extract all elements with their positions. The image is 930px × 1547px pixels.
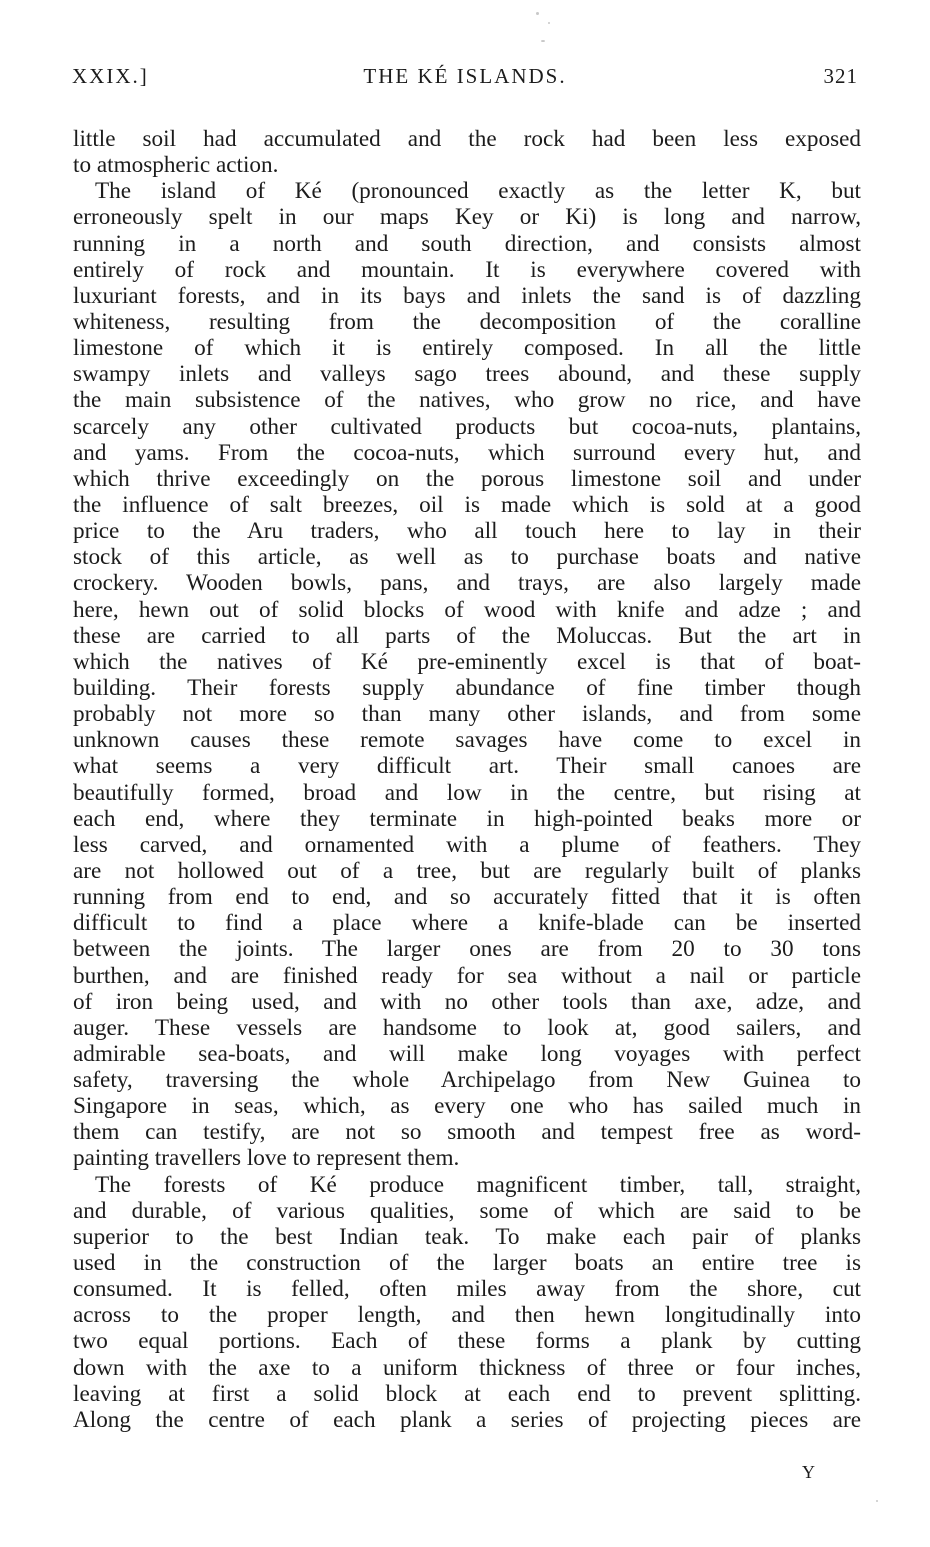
text-line: admirable sea-boats, and will make long voyages with perfect (73, 1040, 861, 1067)
text-line: painting travellers love to represent them. (73, 1145, 460, 1172)
text-line: probably not more so than many other islands, and from some (73, 701, 861, 728)
text-line: stock of this article, as well as to purchase boats and native (73, 544, 861, 571)
text-line: running from end to end, and so accurately fitted that it is often (73, 884, 861, 911)
text-line: here, hewn out of solid blocks of wood with knife and adze ; and (73, 596, 861, 623)
text-line: two equal portions. Each of these forms a plank by cutting (73, 1328, 861, 1355)
text-line: which thrive exceedingly on the porous limestone soil and under (73, 465, 861, 492)
text-line: erroneously spelt in our maps Key or Ki) is long and narrow, (73, 204, 861, 231)
text-line: the influence of salt breezes, oil is made which is sold at a good (73, 491, 861, 518)
text-line: crockery. Wooden bowls, pans, and trays, are also largely made (73, 570, 861, 597)
text-line: and durable, of various qualities, some of which are said to be (73, 1197, 861, 1224)
text-line: used in the construction of the larger boats an entire tree is (73, 1250, 861, 1277)
running-head (72, 64, 858, 94)
text-line: swampy inlets and valleys sago trees abound, and these supply (73, 361, 861, 388)
text-line: less carved, and ornamented with a plume of feathers. They (73, 831, 861, 858)
text-line: The island of Ké (pronounced exactly as the letter K, but (95, 178, 861, 205)
text-line: scarcely any other cultivated products but cocoa-nuts, plantains, (73, 413, 861, 440)
paper-speck (876, 1500, 878, 1502)
text-line: running in a north and south direction, and consists almost (73, 230, 861, 257)
text-line: between the joints. The larger ones are from 20 to 30 tons (73, 936, 861, 963)
text-line: limestone of which it is entirely composed. In all the little (73, 335, 861, 362)
text-line: auger. These vessels are handsome to look at, good sailers, and (73, 1014, 861, 1041)
text-line: little soil had accumulated and the rock had been less exposed (73, 126, 861, 152)
paper-speck (548, 22, 550, 24)
text-line: leaving at first a solid block at each end to prevent splitting. (73, 1380, 861, 1407)
text-line: each end, where they terminate in high-pointed beaks more or (73, 805, 861, 832)
text-line: of iron being used, and with no other tools than axe, adze, and (73, 988, 861, 1015)
signature-mark: Y (802, 1462, 816, 1482)
text-line: Singapore in seas, which, as every one who has sailed much in (73, 1093, 861, 1120)
text-line: what seems a very difficult art. Their small canoes are (73, 753, 861, 780)
text-line: consumed. It is felled, often miles away from the shore, cut (73, 1276, 861, 1303)
page-number: 321 (823, 64, 858, 88)
text-line: safety, traversing the whole Archipelago from New Guinea to (73, 1067, 861, 1094)
running-title: THE KÉ ISLANDS. (363, 64, 567, 88)
text-line: are not hollowed out of a tree, but are regularly built of planks (73, 857, 861, 884)
text-line: Along the centre of each plank a series of projecting pieces are (73, 1406, 861, 1433)
text-line: difficult to find a place where a knife-blade can be inserted (73, 910, 861, 937)
text-line: across to the proper length, and then hewn longitudinally into (73, 1302, 861, 1329)
text-line: them can testify, are not so smooth and tempest free as word- (73, 1119, 861, 1146)
text-line: and yams. From the cocoa-nuts, which surround every hut, and (73, 439, 861, 466)
text-line: superior to the best Indian teak. To make each pair of planks (73, 1223, 861, 1250)
text-line: price to the Aru traders, who all touch here to lay in their (73, 518, 861, 545)
text-line: entirely of rock and mountain. It is everywhere covered with (73, 256, 861, 283)
paper-speck (536, 12, 539, 15)
text-line: these are carried to all parts of the Moluccas. But the art in (73, 622, 861, 649)
text-line: down with the axe to a uniform thickness of three or four inches, (73, 1354, 861, 1381)
text-line: the main subsistence of the natives, who grow no rice, and have (73, 387, 861, 414)
paper-speck (541, 40, 545, 42)
text-line: unknown causes these remote savages have come to excel in (73, 727, 861, 754)
text-line: whiteness, resulting from the decomposition of the coralline (73, 308, 861, 335)
text-line: luxuriant forests, and in its bays and inlets the sand is of dazzling (73, 282, 861, 309)
text-line: The forests of Ké produce magnificent timber, tall, straight, (95, 1171, 861, 1198)
text-line: which the natives of Ké pre-eminently excel is that of boat- (73, 648, 861, 675)
chapter-number: XXIX.] (72, 64, 149, 88)
text-line: building. Their forests supply abundance of fine timber though (73, 674, 861, 701)
body-text (73, 126, 861, 1433)
text-line: to atmospheric action. (73, 152, 279, 179)
text-line: burthen, and are finished ready for sea without a nail or particle (73, 962, 861, 989)
text-line: beautifully formed, broad and low in the centre, but rising at (73, 779, 861, 806)
